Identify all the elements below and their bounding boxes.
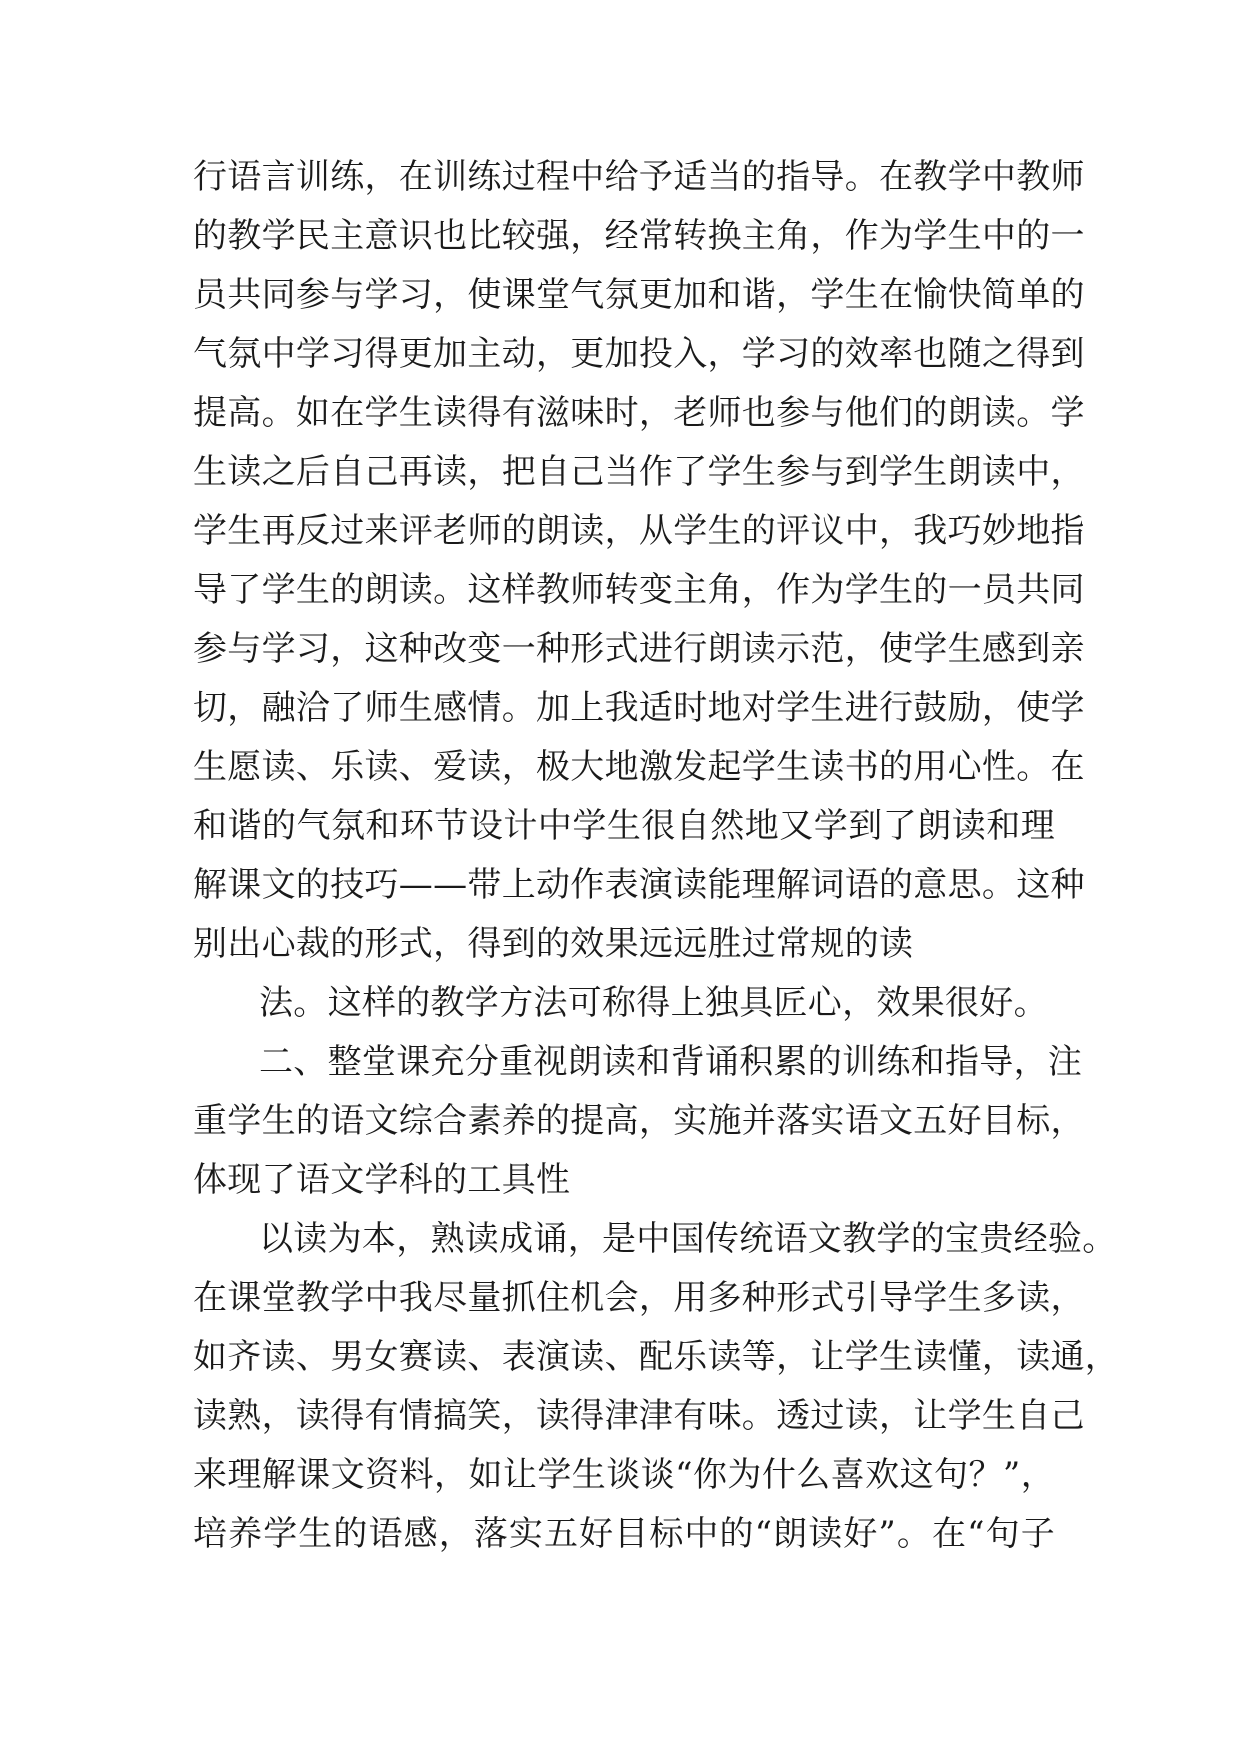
text-line: 参与学习，这种改变一种形式进行朗读示范，使学生感到亲 xyxy=(193,629,1085,669)
paragraph-line: 法。这样的教学方法可称得上独具匠心，效果很好。 xyxy=(259,983,1048,1023)
text-line: 导了学生的朗读。这样教师转变主角，作为学生的一员共同 xyxy=(193,570,1085,610)
text-line: 的教学民主意识也比较强，经常转换主角，作为学生中的一 xyxy=(193,216,1085,256)
text-line: 气氛中学习得更加主动，更加投入，学习的效率也随之得到 xyxy=(193,334,1085,374)
heading-line: 体现了语文学科的工具性 xyxy=(193,1160,571,1200)
text-line: 和谐的气氛和环节设计中学生很自然地又学到了朗读和理 xyxy=(193,806,1055,846)
text-line: 培养学生的语感，落实五好目标中的“朗读好”。在“句子 xyxy=(193,1514,1055,1554)
text-line: 别出心裁的形式，得到的效果远远胜过常规的读 xyxy=(193,924,914,964)
text-line: 员共同参与学习，使课堂气氛更加和谐，学生在愉快简单的 xyxy=(193,275,1085,315)
heading-line: 重学生的语文综合素养的提高，实施并落实语文五好目标， xyxy=(193,1101,1085,1141)
text-line: 来理解课文资料，如让学生谈谈“你为什么喜欢这句？”， xyxy=(193,1455,1055,1495)
text-line: 解课文的技巧——带上动作表演读能理解词语的意思。这种 xyxy=(193,865,1085,905)
document-body xyxy=(193,148,1120,1564)
text-line: 在课堂教学中我尽量抓住机会，用多种形式引导学生多读， xyxy=(193,1278,1085,1318)
text-line: 学生再反过来评老师的朗读，从学生的评议中，我巧妙地指 xyxy=(193,511,1085,551)
text-line: 生读之后自己再读，把自己当作了学生参与到学生朗读中， xyxy=(193,452,1085,492)
paragraph-line: 以读为本，熟读成诵，是中国传统语文教学的宝贵经验。 xyxy=(259,1219,1117,1259)
text-line: 读熟，读得有情搞笑，读得津津有味。透过读，让学生自己 xyxy=(193,1396,1085,1436)
text-line: 行语言训练，在训练过程中给予适当的指导。在教学中教师 xyxy=(193,157,1085,197)
text-line: 提高。如在学生读得有滋味时，老师也参与他们的朗读。学 xyxy=(193,393,1085,433)
heading-line: 二、整堂课充分重视朗读和背诵积累的训练和指导，注 xyxy=(259,1042,1083,1082)
text-line: 生愿读、乐读、爱读，极大地激发起学生读书的用心性。在 xyxy=(193,747,1085,787)
text-line: 如齐读、男女赛读、表演读、配乐读等，让学生读懂，读通， xyxy=(193,1337,1120,1377)
text-line: 切，融洽了师生感情。加上我适时地对学生进行鼓励，使学 xyxy=(193,688,1085,728)
